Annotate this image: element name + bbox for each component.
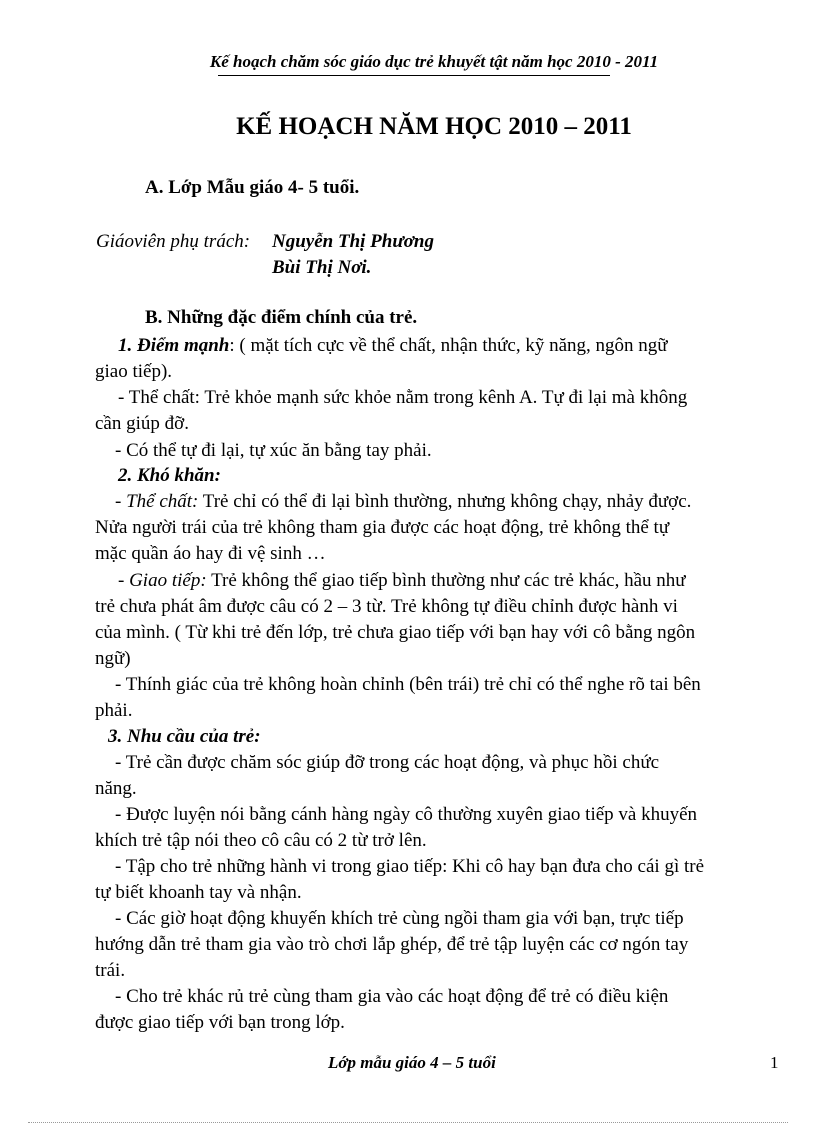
teacher-name-1: Nguyễn Thị Phương [272,231,434,252]
difficulties-hearing-line-2: phải. [95,700,133,721]
strengths-heading: 1. Điểm mạnh [118,335,230,356]
difficulties-comm-line-3: của mình. ( Từ khi trẻ đến lớp, trẻ chưa giao tiếp với bạn hay với cô bằng ngôn [95,622,696,643]
difficulties-comm-line-4: ngữ) [95,648,131,669]
communication-label: - Giao tiếp: [118,570,207,591]
difficulties-physical-line-1 [115,490,691,513]
needs-item-5-cont: được giao tiếp với bạn trong lớp. [95,1012,345,1033]
needs-item-4: - Các giờ hoạt động khuyến khích trẻ cùng ngồi tham gia với bạn, trực tiếp [115,908,684,929]
needs-item-2-cont: khích trẻ tập nói theo cô câu có 2 từ trở lên. [95,830,427,851]
page-title: KẾ HOẠCH NĂM HỌC 2010 – 2011 [236,113,632,140]
difficulties-physical-line-3: mặc quần áo hay đi vệ sinh … [95,543,326,564]
strengths-intro: : ( mặt tích cực về thể chất, nhận thức, kỹ năng, ngôn ngữ [229,335,668,356]
strengths-item-2: - Có thể tự đi lại, tự xúc ăn bằng tay phải. [115,440,432,461]
difficulties-comm-line-2: trẻ chưa phát âm được câu có 2 – 3 từ. Trẻ không tự điều chỉnh được hành vi [95,596,678,617]
needs-item-4-cont-1: hướng dẫn trẻ tham gia vào trò chơi lắp ghép, để trẻ tập luyện các cơ ngón tay [95,934,689,955]
section-b-heading: B. Những đặc điểm chính của trẻ. [145,307,418,328]
needs-item-3: - Tập cho trẻ những hành vi trong giao tiếp: Khi cô hay bạn đưa cho cái gì trẻ [115,856,705,877]
needs-item-1: - Trẻ cần được chăm sóc giúp đỡ trong các hoạt động, và phục hồi chức [115,752,660,773]
header-underline [218,75,610,76]
running-header: Kế hoạch chăm sóc giáo dục trẻ khuyết tật năm học 2010 - 2011 [209,52,659,71]
physical-text: Trẻ chỉ có thể đi lại bình thường, nhưng không chạy, nhảy được. [198,491,692,512]
needs-item-1-cont: năng. [95,778,137,799]
difficulties-physical-line-2: Nửa người trái của trẻ không tham gia được các hoạt động, trẻ không thể tự [95,517,670,538]
difficulties-hearing-line-1: - Thính giác của trẻ không hoàn chỉnh (bên trái) trẻ chỉ có thể nghe rõ tai bên [115,674,701,695]
needs-item-5: - Cho trẻ khác rủ trẻ cùng tham gia vào các hoạt động để trẻ có điều kiện [115,986,669,1007]
needs-item-2: - Được luyện nói bằng cánh hàng ngày cô thường xuyên giao tiếp và khuyến [115,804,698,825]
strengths-line-1 [118,334,668,357]
page-number: 1 [770,1053,779,1072]
strengths-item-1-cont: cần giúp đỡ. [95,413,189,434]
needs-item-4-cont-2: trái. [95,960,126,981]
strengths-line-2: giao tiếp). [95,361,173,382]
physical-label: - Thể chất: [115,491,199,512]
needs-heading: 3. Nhu cầu của trẻ: [108,726,261,747]
running-footer: Lớp mẫu giáo 4 – 5 tuổi [328,1053,496,1072]
strengths-item-1: - Thể chất: Trẻ khỏe mạnh sức khỏe nằm trong kênh A. Tự đi lại mà không [118,387,688,408]
teacher-name-2: Bùi Thị Nơi. [272,257,372,278]
communication-text: Trẻ không thể giao tiếp bình thường như các trẻ khác, hầu như [206,570,686,591]
teacher-label: Giáoviên phụ trách: [96,231,251,252]
difficulties-heading: 2. Khó khăn: [118,465,221,486]
needs-item-3-cont: tự biết khoanh tay và nhận. [95,882,302,903]
section-a-heading: A. Lớp Mẫu giáo 4- 5 tuổi. [145,177,360,198]
difficulties-comm-line-1 [118,569,686,592]
